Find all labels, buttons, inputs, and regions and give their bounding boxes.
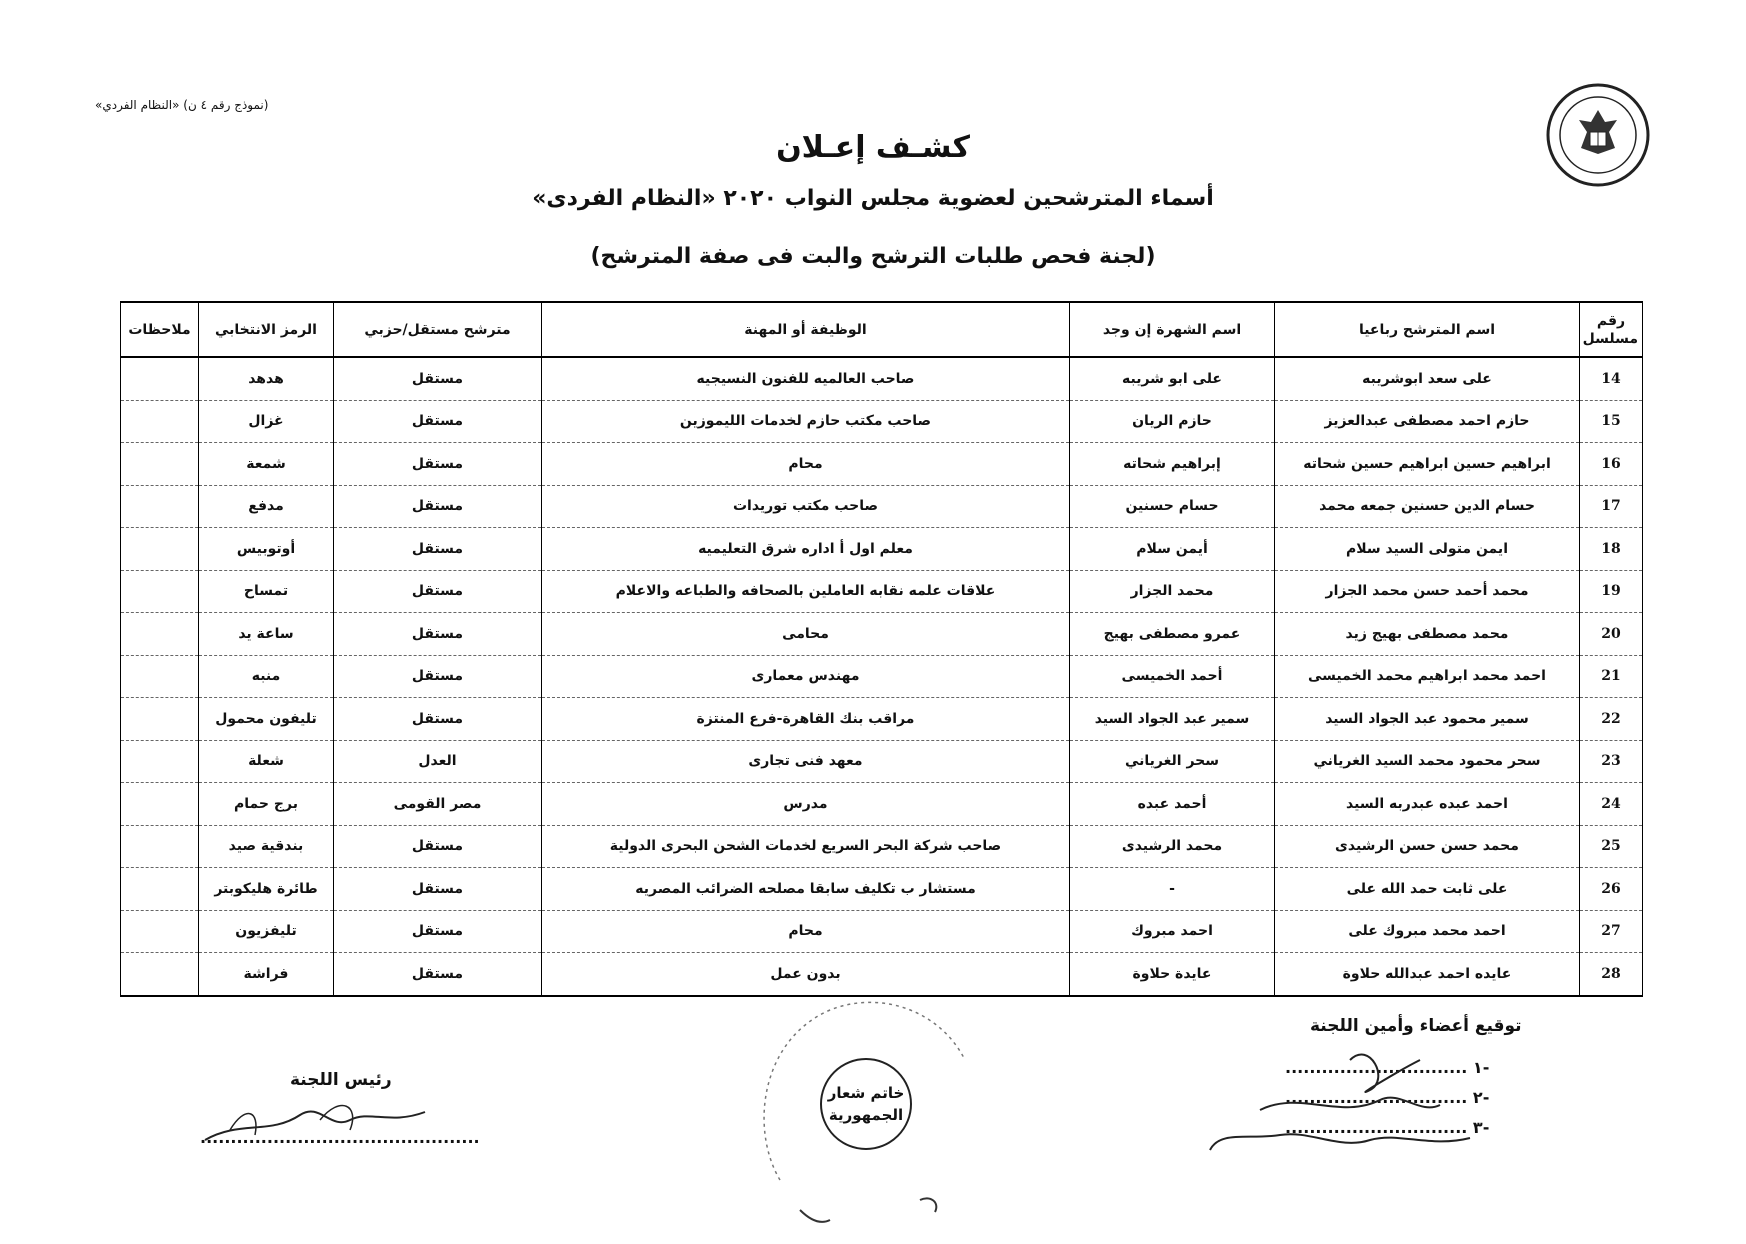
member-line-1: -١ .............................. <box>1285 1058 1490 1077</box>
cell-nickname: حازم الريان <box>1070 400 1275 443</box>
cell-type: مستقل <box>334 570 542 613</box>
cell-type: مستقل <box>334 485 542 528</box>
form-number: (نموذج رقم ٤ ن) «النظام الفردي» <box>95 98 269 112</box>
cell-notes <box>121 953 199 996</box>
cell-job: علاقات علمه نقابه العاملين بالصحافه والطباعه والاعلام <box>542 570 1070 613</box>
cell-notes <box>121 613 199 656</box>
cell-notes <box>121 357 199 400</box>
cell-job: مدرس <box>542 783 1070 826</box>
seal-text-2: الجمهورية <box>828 1106 904 1124</box>
cell-notes <box>121 740 199 783</box>
committee-name: (لجنة فحص طلبات الترشح والبت فى صفة المترشح) <box>590 244 1156 269</box>
cell-serial: 24 <box>1580 783 1643 826</box>
cell-name: على سعد ابوشريبه <box>1275 357 1580 400</box>
page-title: كشـف إعـلان <box>776 130 970 165</box>
cell-serial: 19 <box>1580 570 1643 613</box>
cell-type: مستقل <box>334 400 542 443</box>
cell-serial: 17 <box>1580 485 1643 528</box>
table-row <box>121 485 1643 528</box>
cell-nickname: إبراهيم شحاته <box>1070 443 1275 486</box>
table-header-row <box>121 302 1643 357</box>
table-row <box>121 357 1643 400</box>
cell-symbol: منبه <box>199 655 334 698</box>
cell-nickname: - <box>1070 868 1275 911</box>
table-row <box>121 400 1643 443</box>
republic-seal <box>820 1058 912 1150</box>
cell-name: سحر محمود محمد السيد الغرياني <box>1275 740 1580 783</box>
header-serial: رقم مسلسل <box>1580 302 1643 357</box>
cell-nickname: عمرو مصطفى بهيج <box>1070 613 1275 656</box>
cell-name: محمد مصطفى بهيج زيد <box>1275 613 1580 656</box>
cell-type: مستقل <box>334 953 542 996</box>
cell-job: مستشار ب تكليف سابقا مصلحه الضرائب المصريه <box>542 868 1070 911</box>
cell-serial: 20 <box>1580 613 1643 656</box>
cell-serial: 25 <box>1580 825 1643 868</box>
cell-symbol: تمساح <box>199 570 334 613</box>
cell-name: احمد عبده عبدربه السيد <box>1275 783 1580 826</box>
cell-symbol: شمعة <box>199 443 334 486</box>
cell-nickname: على ابو شريبه <box>1070 357 1275 400</box>
cell-name: احمد محمد ابراهيم محمد الخميسى <box>1275 655 1580 698</box>
cell-job: صاحب مكتب توريدات <box>542 485 1070 528</box>
cell-name: عايده احمد عبدالله حلاوة <box>1275 953 1580 996</box>
cell-notes <box>121 698 199 741</box>
cell-type: العدل <box>334 740 542 783</box>
cell-name: محمد حسن حسن الرشيدى <box>1275 825 1580 868</box>
cell-notes <box>121 570 199 613</box>
cell-serial: 27 <box>1580 910 1643 953</box>
cell-symbol: فراشة <box>199 953 334 996</box>
cell-job: صاحب شركة البحر السريع لخدمات الشحن البحرى الدولية <box>542 825 1070 868</box>
cell-symbol: ساعة يد <box>199 613 334 656</box>
table-row <box>121 698 1643 741</box>
table-row <box>121 868 1643 911</box>
table-row <box>121 910 1643 953</box>
cell-serial: 26 <box>1580 868 1643 911</box>
cell-job: بدون عمل <box>542 953 1070 996</box>
header-name: اسم المترشح رباعيا <box>1275 302 1580 357</box>
cell-serial: 21 <box>1580 655 1643 698</box>
cell-name: ايمن متولى السيد سلام <box>1275 528 1580 571</box>
cell-name: على ثابت حمد الله على <box>1275 868 1580 911</box>
cell-name: سمير محمود عبد الجواد السيد <box>1275 698 1580 741</box>
cell-notes <box>121 528 199 571</box>
cell-job: محامى <box>542 613 1070 656</box>
cell-job: معلم اول أ اداره شرق التعليميه <box>542 528 1070 571</box>
cell-symbol: تليفون محمول <box>199 698 334 741</box>
seal-text-1: خاتم شعار <box>827 1084 905 1102</box>
page-subtitle: أسماء المترشحين لعضوية مجلس النواب ٢٠٢٠ «النظام الفردى» <box>532 186 1214 211</box>
cell-serial: 18 <box>1580 528 1643 571</box>
cell-type: مستقل <box>334 655 542 698</box>
header-type: مترشح مستقل/حزبي <box>334 302 542 357</box>
table-row <box>121 825 1643 868</box>
cell-nickname: محمد الجزار <box>1070 570 1275 613</box>
cell-type: مستقل <box>334 910 542 953</box>
cell-job: مراقب بنك القاهرة-فرع المنتزة <box>542 698 1070 741</box>
cell-serial: 22 <box>1580 698 1643 741</box>
cell-notes <box>121 655 199 698</box>
cell-type: مصر القومى <box>334 783 542 826</box>
cell-serial: 15 <box>1580 400 1643 443</box>
cell-symbol: بندقية صيد <box>199 825 334 868</box>
cell-serial: 28 <box>1580 953 1643 996</box>
candidates-table <box>120 301 1643 997</box>
cell-type: مستقل <box>334 825 542 868</box>
cell-nickname: سمير عبد الجواد السيد <box>1070 698 1275 741</box>
cell-job: صاحب العالميه للفنون النسيجيه <box>542 357 1070 400</box>
header-notes: ملاحظات <box>121 302 199 357</box>
cell-name: محمد أحمد حسن محمد الجزار <box>1275 570 1580 613</box>
table-row <box>121 783 1643 826</box>
cell-notes <box>121 868 199 911</box>
table-row <box>121 740 1643 783</box>
table-row <box>121 528 1643 571</box>
cell-job: مهندس معمارى <box>542 655 1070 698</box>
cell-name: حسام الدين حسنين جمعه محمد <box>1275 485 1580 528</box>
cell-notes <box>121 485 199 528</box>
cell-nickname: محمد الرشيدى <box>1070 825 1275 868</box>
cell-notes <box>121 825 199 868</box>
cell-nickname: عايدة حلاوة <box>1070 953 1275 996</box>
cell-nickname: أحمد الخميسى <box>1070 655 1275 698</box>
cell-serial: 16 <box>1580 443 1643 486</box>
member-line-2: -٢ .............................. <box>1285 1088 1490 1107</box>
cell-nickname: أيمن سلام <box>1070 528 1275 571</box>
table-row <box>121 570 1643 613</box>
cell-nickname: حسام حسنين <box>1070 485 1275 528</box>
cell-job: محام <box>542 443 1070 486</box>
cell-job: محام <box>542 910 1070 953</box>
cell-job: صاحب مكتب حازم لخدمات الليموزين <box>542 400 1070 443</box>
table-row <box>121 613 1643 656</box>
chair-signature <box>200 1090 430 1150</box>
cell-symbol: برج حمام <box>199 783 334 826</box>
cell-name: ابراهيم حسين ابراهيم حسين شحاته <box>1275 443 1580 486</box>
cell-symbol: هدهد <box>199 357 334 400</box>
member-line-3: -٣ .............................. <box>1285 1118 1490 1137</box>
cell-notes <box>121 400 199 443</box>
cell-type: مستقل <box>334 868 542 911</box>
cell-name: احمد محمد مبروك على <box>1275 910 1580 953</box>
cell-symbol: تليفزيون <box>199 910 334 953</box>
cell-nickname: احمد مبروك <box>1070 910 1275 953</box>
cell-notes <box>121 910 199 953</box>
cell-symbol: شعلة <box>199 740 334 783</box>
cell-type: مستقل <box>334 528 542 571</box>
cell-notes <box>121 783 199 826</box>
chair-title: رئيس اللجنة <box>290 1070 392 1090</box>
cell-serial: 23 <box>1580 740 1643 783</box>
members-signature <box>1200 1040 1500 1160</box>
table-row <box>121 655 1643 698</box>
cell-type: مستقل <box>334 443 542 486</box>
cell-symbol: طائرة هليكوبتر <box>199 868 334 911</box>
header-nickname: اسم الشهرة إن وجد <box>1070 302 1275 357</box>
cell-type: مستقل <box>334 698 542 741</box>
header-job: الوظيفة أو المهنة <box>542 302 1070 357</box>
cell-serial: 14 <box>1580 357 1643 400</box>
table-row <box>121 443 1643 486</box>
cell-symbol: غزال <box>199 400 334 443</box>
cell-type: مستقل <box>334 357 542 400</box>
cell-symbol: أوتوبيس <box>199 528 334 571</box>
cell-nickname: سحر الغرياني <box>1070 740 1275 783</box>
chair-line: .............................................. <box>200 1128 480 1147</box>
members-title: توقيع أعضاء وأمين اللجنة <box>1310 1016 1522 1036</box>
cell-type: مستقل <box>334 613 542 656</box>
cell-job: معهد فنى تجارى <box>542 740 1070 783</box>
header-symbol: الرمز الانتخابي <box>199 302 334 357</box>
cell-notes <box>121 443 199 486</box>
cell-symbol: مدفع <box>199 485 334 528</box>
cell-name: حازم احمد مصطفى عبدالعزيز <box>1275 400 1580 443</box>
cell-nickname: أحمد عبده <box>1070 783 1275 826</box>
